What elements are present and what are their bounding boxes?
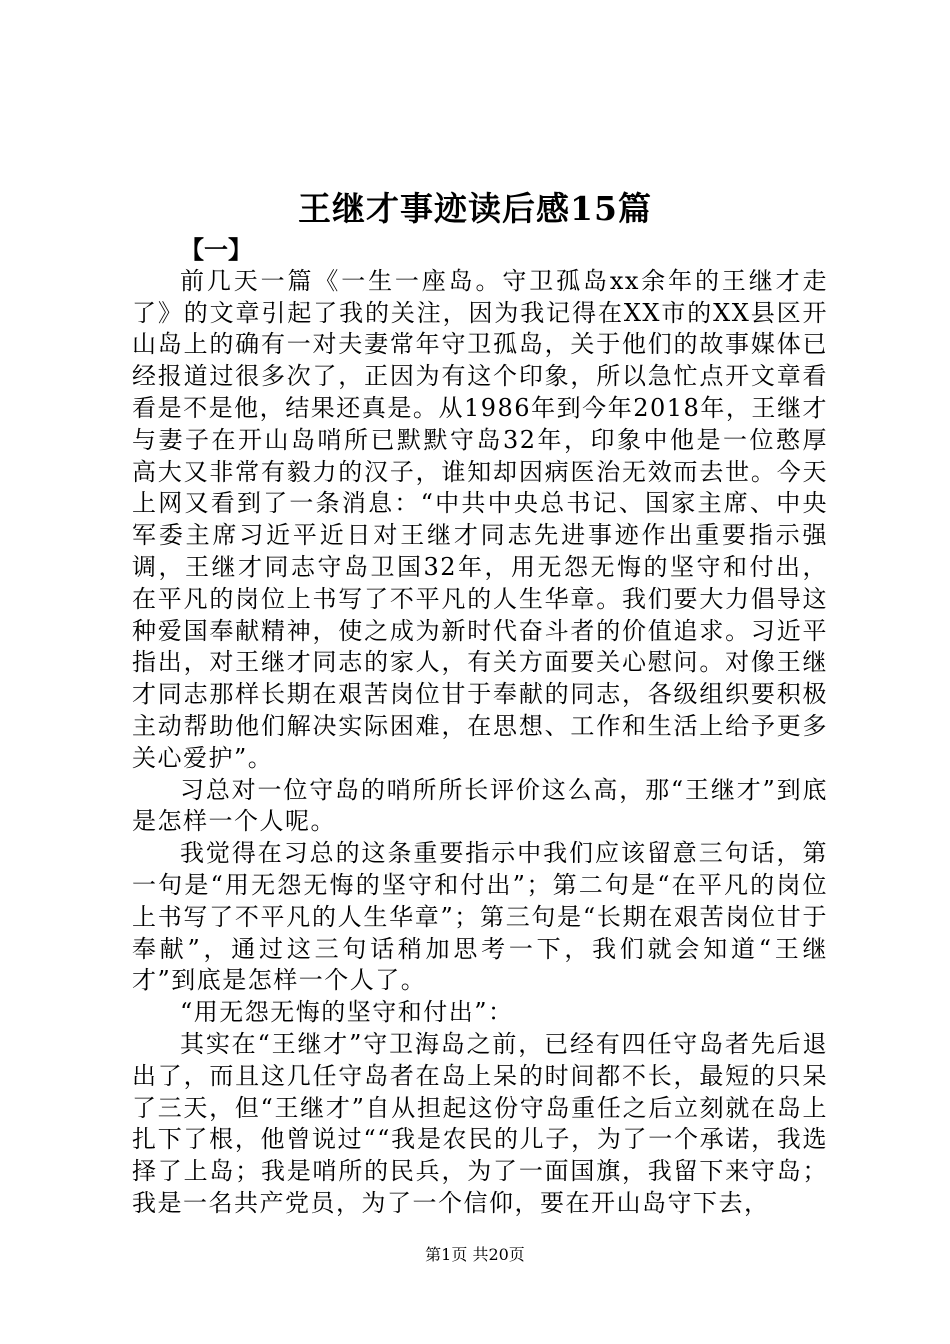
page-footer: 第1页 共20页 (425, 1245, 525, 1264)
paragraph: 我觉得在习总的这条重要指示中我们应该留意三句话，第一句是“用无怨无悔的坚守和付出”；第二句是“在平凡的岗位上书写了不平凡的人生华章”；第三句是“长期在艰苦岗位甘于奉献”，通过这三句话稍加思考一下，我们就会知道“王继才”到底是怎样一个人了。 (132, 839, 828, 995)
page-title: 王继才事迹读后感15篇 (298, 189, 652, 228)
paragraph: 其实在“王继才”守卫海岛之前，已经有四任守岛者先后退出了，而且这几任守岛者在岛上呆的时间都不长，最短的只呆了三天，但“王继才”自从担起这份守岛重任之后立刻就在岛上扎下了根，他曾说过““我是农民的儿子，为了一个承诺，我选择了上岛；我是哨所的民兵，为了一面国旗，我留下来守岛；我是一名共产党员，为了一个信仰，要在开山岛守下去， (132, 1029, 828, 1217)
paragraph: 习总对一位守岛的哨所所长评价这么高，那“王继才”到底是怎样一个人呢。 (132, 775, 828, 836)
paragraph: “用无怨无悔的坚守和付出”： (180, 998, 514, 1027)
section-heading: 【一】 (180, 235, 252, 264)
paragraph: 前几天一篇《一生一座岛。守卫孤岛xx余年的王继才走了》的文章引起了我的关注，因为我记得在XX市的XX县区开山岛上的确有一对夫妻常年守卫孤岛，关于他们的故事媒体已经报道过很多次了，正因为有这个印象，所以急忙点开文章看看是不是他，结果还真是。从1986年到今年2018年，王继才与妻子在开山岛哨所已默默守岛32年，印象中他是一位憨厚高大又非常有毅力的汉子，谁知却因病医治无效而去世。今天上网又看到了一条消息：“中共中央总书记、国家主席、中央军委主席习近平近日对王继才同志先进事迹作出重要指示强调，王继才同志守岛卫国32年，用无怨无悔的坚守和付出，在平凡的岗位上书写了不平凡的人生华章。我们要大力倡导这种爱国奉献精神，使之成为新时代奋斗者的价值追求。习近平指出，对王继才同志的家人，有关方面要关心慰问。对像王继才同志那样长期在艰苦岗位甘于奉献的同志，各级组织要积极主动帮助他们解决实际困难，在思想、工作和生活上给予更多关心爱护”。 (132, 266, 828, 772)
document-body (132, 234, 828, 1220)
